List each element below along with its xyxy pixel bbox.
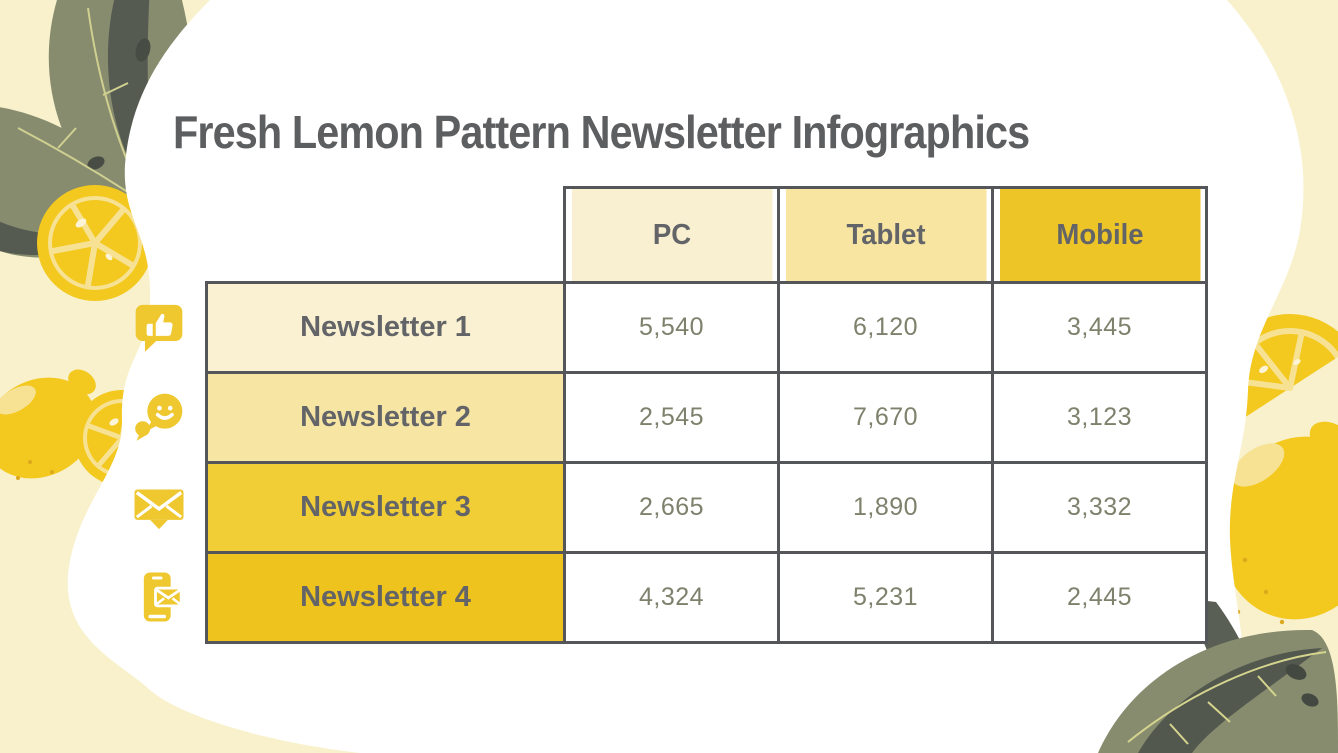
value-cell: 5,231: [779, 553, 993, 643]
column-header-mobile: Mobile: [998, 188, 1201, 283]
value-cell: 2,665: [565, 463, 779, 553]
smiley-chat-icon: [131, 389, 187, 445]
value-cell: 6,120: [779, 283, 993, 373]
table-row: [207, 373, 1207, 463]
value-cell: 2,445: [993, 553, 1207, 643]
thumbs-up-chat-icon: [131, 299, 187, 355]
value-cell: 3,123: [993, 373, 1207, 463]
value-cell: 7,670: [779, 373, 993, 463]
row-label-newsletter-1: Newsletter 1: [207, 283, 565, 373]
row-label-newsletter-2: Newsletter 2: [207, 373, 565, 463]
table-row: [207, 553, 1207, 643]
phone-mail-icon: [131, 569, 187, 625]
value-cell: 3,332: [993, 463, 1207, 553]
newsletter-table: [205, 186, 1208, 644]
value-cell: 1,890: [779, 463, 993, 553]
column-header-tablet: Tablet: [784, 188, 987, 283]
row-label-newsletter-3: Newsletter 3: [207, 463, 565, 553]
value-cell: 4,324: [565, 553, 779, 643]
value-cell: 3,445: [993, 283, 1207, 373]
envelope-icon: [131, 479, 187, 535]
table-corner-cell: [207, 188, 565, 283]
value-cell: 2,545: [565, 373, 779, 463]
page-title: Fresh Lemon Pattern Newsletter Infographics: [173, 105, 1030, 158]
column-header-pc: PC: [570, 188, 773, 283]
value-cell: 5,540: [565, 283, 779, 373]
table-row: [207, 283, 1207, 373]
table-row: [207, 463, 1207, 553]
row-label-newsletter-4: Newsletter 4: [207, 553, 565, 643]
